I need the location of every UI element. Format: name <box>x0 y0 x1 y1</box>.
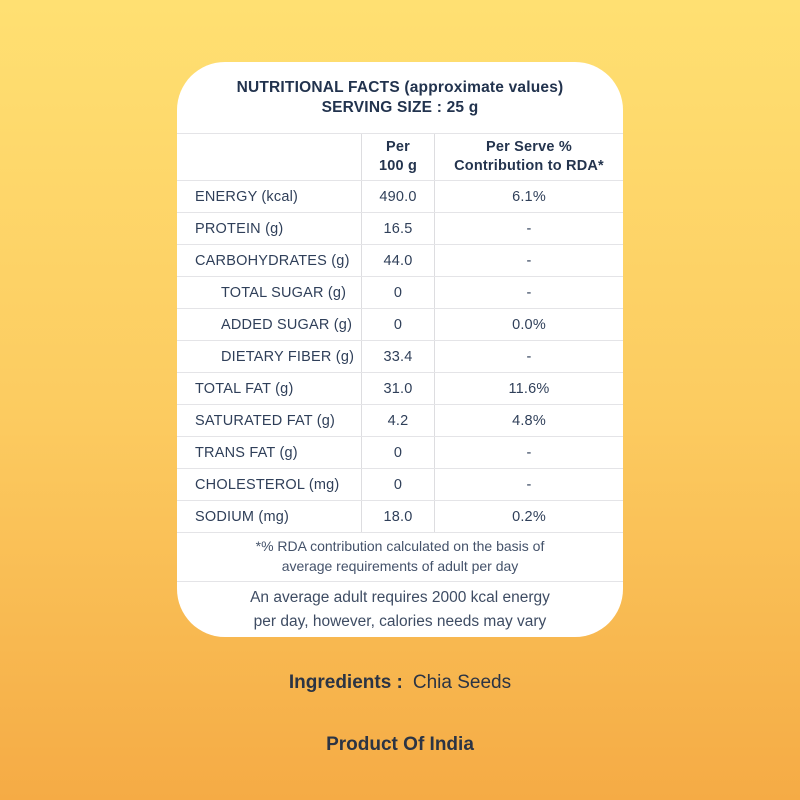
per-serve-line2: Contribution to RDA* <box>454 158 604 174</box>
nutrient-label: SATURATED FAT (g) <box>195 412 336 429</box>
header-per-serve-rda <box>434 134 623 180</box>
nutrient-label: SODIUM (mg) <box>195 508 290 525</box>
rda-percent-value: - <box>434 277 623 308</box>
per-100g-line1: Per <box>386 139 410 156</box>
per-100g-value: 0 <box>361 437 434 468</box>
nutrient-label: ADDED SUGAR (g) <box>221 316 353 333</box>
per-100g-value: 0 <box>361 469 434 500</box>
per-100g-value: 44.0 <box>361 245 434 276</box>
per-100g-value: 0 <box>361 309 434 340</box>
card-header <box>177 62 623 133</box>
nutrient-label: TOTAL FAT (g) <box>195 380 294 397</box>
per-100g-value: 18.0 <box>361 501 434 532</box>
table-row <box>177 309 623 341</box>
serving-size-subtitle: SERVING SIZE : 25 g <box>321 98 479 116</box>
rda-footnote-line1: *% RDA contribution calculated on the basis of <box>255 538 545 555</box>
nutrition-table <box>177 133 623 533</box>
per-serve-line1: Per Serve % <box>485 139 573 156</box>
rda-percent-value: - <box>434 245 623 276</box>
rda-percent-value: - <box>434 469 623 500</box>
header-per-100g <box>361 134 434 180</box>
rda-percent-value: - <box>434 437 623 468</box>
nutrient-label: PROTEIN (g) <box>195 220 284 237</box>
ingredients-value: Chia Seeds <box>412 672 512 693</box>
table-row <box>177 277 623 309</box>
table-row <box>177 245 623 277</box>
nutrient-label: CHOLESTEROL (mg) <box>195 476 340 493</box>
rda-percent-value: 6.1% <box>434 181 623 212</box>
nutrient-label: ENERGY (kcal) <box>195 188 299 205</box>
table-row <box>177 405 623 437</box>
table-header-row <box>177 134 623 181</box>
per-100g-value: 16.5 <box>361 213 434 244</box>
nutrition-facts-title: NUTRITIONAL FACTS (approximate values) <box>236 78 564 96</box>
ingredients-line <box>0 672 800 694</box>
nutrient-label: DIETARY FIBER (g) <box>221 348 355 365</box>
nutrient-label: CARBOHYDRATES (g) <box>195 252 350 269</box>
rda-percent-value: 4.8% <box>434 405 623 436</box>
rda-percent-value: 11.6% <box>434 373 623 404</box>
per-100g-value: 0 <box>361 277 434 308</box>
table-row <box>177 437 623 469</box>
rda-percent-value: 0.2% <box>434 501 623 532</box>
rda-percent-value: - <box>434 341 623 372</box>
table-row <box>177 181 623 213</box>
rda-footnote <box>177 533 623 582</box>
ingredients-label: Ingredients : <box>288 672 403 693</box>
per-100g-value: 31.0 <box>361 373 434 404</box>
product-origin: Product Of India <box>326 734 474 755</box>
table-row <box>177 373 623 405</box>
table-row <box>177 213 623 245</box>
nutrition-facts-card <box>177 62 623 637</box>
table-body <box>177 181 623 533</box>
rda-percent-value: - <box>434 213 623 244</box>
rda-footnote-line2: average requirements of adult per day <box>281 558 519 574</box>
rda-percent-value: 0.0% <box>434 309 623 340</box>
nutrient-label: TOTAL SUGAR (g) <box>221 284 347 301</box>
per-100g-value: 490.0 <box>361 181 434 212</box>
calorie-note-line2: per day, however, calories needs may vary <box>253 613 547 630</box>
per-100g-value: 33.4 <box>361 341 434 372</box>
per-100g-value: 4.2 <box>361 405 434 436</box>
nutrient-label: TRANS FAT (g) <box>195 444 298 461</box>
table-row <box>177 469 623 501</box>
per-100g-line2: 100 g <box>378 158 418 174</box>
header-blank-cell <box>177 134 361 180</box>
calorie-note <box>177 582 623 637</box>
table-row <box>177 501 623 533</box>
table-row <box>177 341 623 373</box>
calorie-note-line1: An average adult requires 2000 kcal energy <box>250 588 550 606</box>
